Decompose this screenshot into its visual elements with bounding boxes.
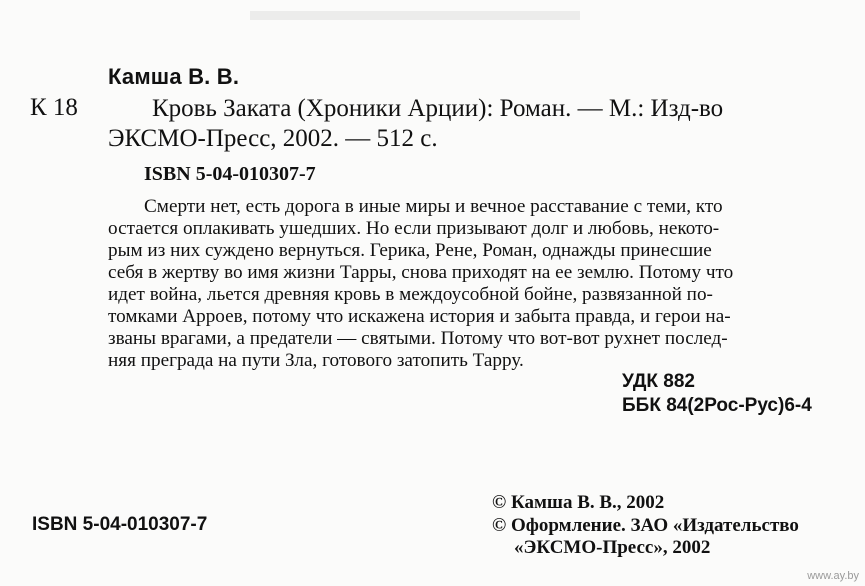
bibliographic-title [108, 94, 828, 154]
annotation-line: остается оплакивать ушедших. Но если призывают долг и любовь, некото- [108, 218, 720, 239]
annotation-line: званы врагами, а предатели — святыми. Потому что вот-вот рухнет послед- [108, 328, 728, 349]
author-name: Камша В. В. [108, 64, 240, 89]
annotation-paragraph [108, 196, 828, 372]
title-line-2: ЭКСМО-Пресс, 2002. — 512 с. [108, 125, 438, 152]
isbn-top: ISBN 5-04-010307-7 [144, 163, 316, 185]
isbn-bottom: ISBN 5-04-010307-7 [32, 514, 208, 535]
copyright-block [492, 492, 799, 560]
annotation-line: себя в жертву во имя жизни Тарры, снова приходят на ее землю. Потому что [108, 262, 734, 283]
watermark: www.ay.by [807, 570, 859, 582]
bbk-code: ББК 84(2Рос-Рус)6-4 [622, 395, 812, 416]
annotation-line: няя преграда на пути Зла, готового затопить Тарру. [108, 350, 524, 371]
annotation-line: рым из них суждено вернуться. Герика, Рене, Роман, однажды принесшие [108, 240, 712, 261]
index-code: К 18 [30, 94, 78, 121]
title-line-1: Кровь Заката (Хроники Арции): Роман. — М.: Изд-во [152, 95, 724, 122]
show-through-mark: ▬▬▬▬▬▬▬▬▬▬▬ [250, 0, 580, 27]
annotation-line: Смерти нет, есть дорога в иные миры и вечное расставание с теми, кто [144, 196, 723, 217]
annotation-line: идет война, льется древняя кровь в междоусобной бойне, развязанной по- [108, 284, 713, 305]
copyright-publisher: «ЭКСМО-Пресс», 2002 [514, 537, 711, 558]
copyright-design: © Оформление. ЗАО «Издательство [492, 514, 799, 536]
udk-code: УДК 882 [622, 371, 695, 392]
copyright-author: © Камша В. В., 2002 [492, 492, 665, 513]
annotation-line: томками Арроев, потому что искажена история и забыта правда, и герои на- [108, 306, 731, 327]
classification-codes [622, 370, 812, 418]
